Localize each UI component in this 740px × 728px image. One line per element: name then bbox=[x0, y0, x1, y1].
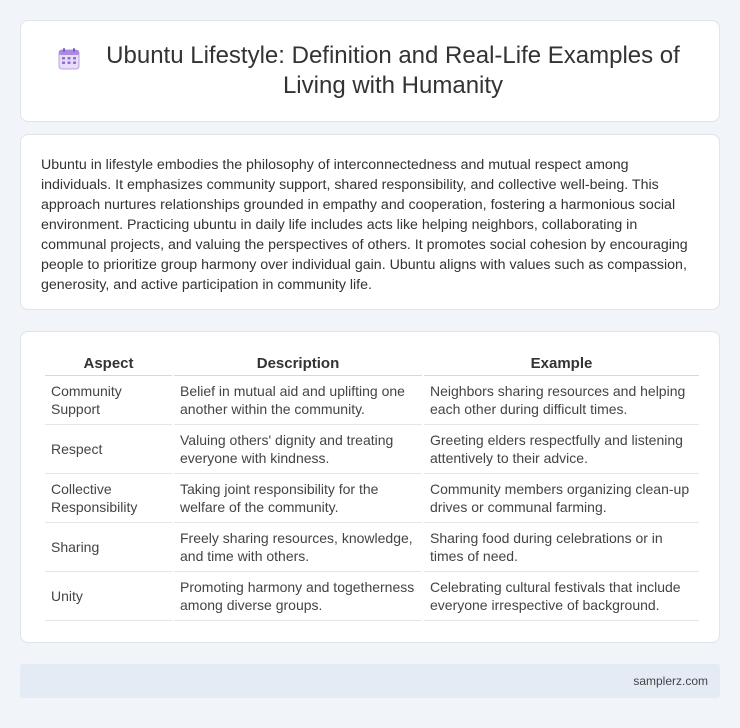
summary-card bbox=[20, 134, 720, 310]
summary-text: Ubuntu in lifestyle embodies the philosophy of interconnectedness and mutual respect among individuals. It emphasizes community support, shared responsibility, and collective well-being. This approach nurtures relationships grounded in empathy and cooperation, fostering a harmonious social environment. Practicing ubuntu in daily life includes acts like helping neighbors, collaborating in communal projects, and valuing the perspectives of others. It promotes social cohesion by encouraging people to prioritize group harmony over individual gain. Ubuntu aligns with values such as compassion, generosity, and active participation in community life. bbox=[41, 157, 688, 293]
cell-example: Celebrating cultural festivals that include everyone irrespective of background. bbox=[424, 572, 699, 621]
table-card bbox=[20, 331, 720, 643]
table-row bbox=[45, 474, 699, 523]
title-wrap bbox=[50, 41, 690, 101]
calendar-icon bbox=[57, 47, 81, 71]
cell-aspect: Sharing bbox=[45, 523, 172, 572]
cell-description: Promoting harmony and togetherness among diverse groups. bbox=[174, 572, 422, 621]
cell-example: Community members organizing clean-up drives or communal farming. bbox=[424, 474, 699, 523]
header-aspect: Aspect bbox=[45, 354, 172, 376]
title-card bbox=[20, 20, 720, 122]
table-row bbox=[45, 376, 699, 425]
header-description: Description bbox=[174, 354, 422, 376]
aspects-table bbox=[43, 354, 701, 621]
footer-site-link[interactable]: samplerz.com bbox=[633, 674, 708, 688]
cell-aspect: Unity bbox=[45, 572, 172, 621]
cell-aspect: Community Support bbox=[45, 376, 172, 425]
cell-description: Freely sharing resources, knowledge, and time with others. bbox=[174, 523, 422, 572]
table-row bbox=[45, 572, 699, 621]
cell-example: Sharing food during celebrations or in times of need. bbox=[424, 523, 699, 572]
cell-description: Valuing others' dignity and treating everyone with kindness. bbox=[174, 425, 422, 474]
footer-bar bbox=[20, 664, 720, 698]
cell-description: Belief in mutual aid and uplifting one another within the community. bbox=[174, 376, 422, 425]
table-row bbox=[45, 523, 699, 572]
cell-example: Neighbors sharing resources and helping each other during difficult times. bbox=[424, 376, 699, 425]
page-title: Ubuntu Lifestyle: Definition and Real-Life Examples of Living with Humanity bbox=[106, 42, 680, 99]
cell-description: Taking joint responsibility for the welfare of the community. bbox=[174, 474, 422, 523]
header-example: Example bbox=[424, 354, 699, 376]
cell-aspect: Collective Responsibility bbox=[45, 474, 172, 523]
cell-example: Greeting elders respectfully and listening attentively to their advice. bbox=[424, 425, 699, 474]
table-header-row bbox=[45, 354, 699, 376]
table-row bbox=[45, 425, 699, 474]
cell-aspect: Respect bbox=[45, 425, 172, 474]
